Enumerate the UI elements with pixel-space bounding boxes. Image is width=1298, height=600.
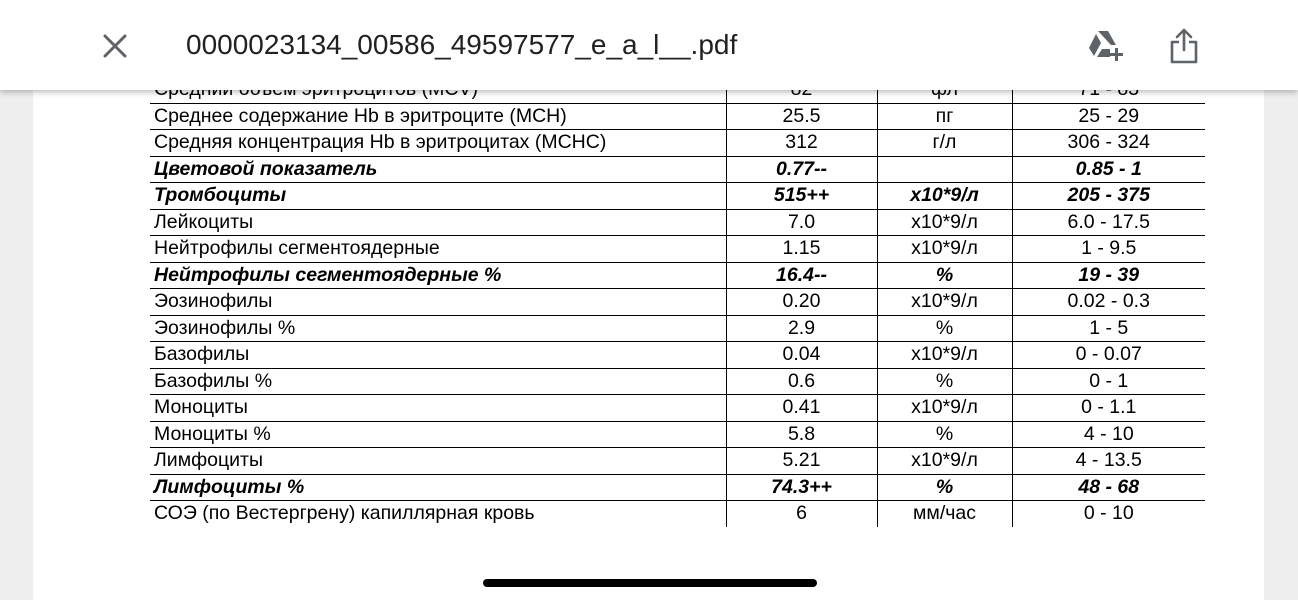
reference-range-cell: 1 - 5 (1012, 315, 1205, 342)
test-name-cell: Эозинофилы (150, 289, 726, 316)
reference-range-cell: 4 - 10 (1012, 421, 1205, 448)
test-name-cell: Базофилы % (150, 368, 726, 395)
table-row (150, 262, 1205, 289)
reference-range-cell: 1 - 9.5 (1012, 236, 1205, 263)
home-indicator[interactable] (483, 579, 817, 587)
reference-range-cell: 25 - 29 (1012, 103, 1205, 130)
table-row (150, 183, 1205, 210)
test-name-cell: Лимфоциты (150, 448, 726, 475)
test-name-cell: Цветовой показатель (150, 156, 726, 183)
table-row (150, 209, 1205, 236)
add-to-drive-button[interactable] (1086, 26, 1126, 66)
unit-cell: x10*9/л (877, 209, 1012, 236)
table-row (150, 368, 1205, 395)
close-button[interactable] (96, 27, 134, 65)
test-name-cell: Среднее содержание Hb в эритроците (MCH) (150, 103, 726, 130)
table-row (150, 289, 1205, 316)
table-row (150, 501, 1205, 527)
reference-range-cell: 0 - 1.1 (1012, 395, 1205, 422)
test-name-cell: Базофилы (150, 342, 726, 369)
test-name-cell: Моноциты (150, 395, 726, 422)
unit-cell: г/л (877, 130, 1012, 157)
reference-range-cell: 0 - 0.07 (1012, 342, 1205, 369)
result-value-cell: 16.4-- (726, 262, 877, 289)
reference-range-cell: 0 - 1 (1012, 368, 1205, 395)
reference-range-cell: 0 - 10 (1012, 501, 1205, 527)
unit-cell: x10*9/л (877, 236, 1012, 263)
reference-range-cell: 48 - 68 (1012, 474, 1205, 501)
test-name-cell: Нейтрофилы сегментоядерные (150, 236, 726, 263)
unit-cell: % (877, 368, 1012, 395)
result-value-cell: 1.15 (726, 236, 877, 263)
unit-cell: x10*9/л (877, 342, 1012, 369)
result-value-cell: 2.9 (726, 315, 877, 342)
unit-cell: x10*9/л (877, 395, 1012, 422)
result-value-cell: 0.20 (726, 289, 877, 316)
test-name-cell: Нейтрофилы сегментоядерные % (150, 262, 726, 289)
result-value-cell: 312 (726, 130, 877, 157)
result-value-cell: 5.8 (726, 421, 877, 448)
result-value-cell: 0.77-- (726, 156, 877, 183)
unit-cell: % (877, 262, 1012, 289)
add-to-drive-icon (1087, 29, 1125, 63)
unit-cell: % (877, 421, 1012, 448)
test-name-cell: Средняя концентрация Hb в эритроцитах (MCHC) (150, 130, 726, 157)
test-name-cell: Тромбоциты (150, 183, 726, 210)
result-value-cell: 7.0 (726, 209, 877, 236)
table-row (150, 236, 1205, 263)
unit-cell: % (877, 474, 1012, 501)
unit-cell: пг (877, 103, 1012, 130)
file-name-title: 0000023134_00586_49597577_e_a_l__.pdf (186, 29, 738, 60)
reference-range-cell: 19 - 39 (1012, 262, 1205, 289)
test-name-cell: СОЭ (по Вестергрену) капиллярная кровь (154, 502, 535, 525)
share-icon (1169, 27, 1199, 65)
reference-range-cell: 205 - 375 (1012, 183, 1205, 210)
table-row (150, 315, 1205, 342)
unit-cell (877, 156, 1012, 183)
reference-range-cell: 4 - 13.5 (1012, 448, 1205, 475)
table-row (150, 156, 1205, 183)
unit-cell: x10*9/л (877, 289, 1012, 316)
test-name-cell: Моноциты % (150, 421, 726, 448)
results-table (150, 77, 1205, 527)
unit-cell: x10*9/л (877, 448, 1012, 475)
result-value-cell: 0.41 (726, 395, 877, 422)
test-name-cell: Эозинофилы % (150, 315, 726, 342)
reference-range-cell: 0.85 - 1 (1012, 156, 1205, 183)
result-value-cell: 515++ (726, 183, 877, 210)
result-value-cell: 0.6 (726, 368, 877, 395)
table-row (150, 342, 1205, 369)
share-button[interactable] (1164, 24, 1204, 68)
result-value-cell: 25.5 (726, 103, 877, 130)
test-name-cell: Лейкоциты (150, 209, 726, 236)
result-value-cell: 6 (726, 501, 877, 527)
results-table-body (150, 77, 1205, 527)
table-row (150, 474, 1205, 501)
reference-range-cell: 0.02 - 0.3 (1012, 289, 1205, 316)
close-icon (102, 33, 128, 59)
result-value-cell: 74.3++ (726, 474, 877, 501)
table-row (150, 130, 1205, 157)
reference-range-cell: 306 - 324 (1012, 130, 1205, 157)
unit-cell: % (877, 315, 1012, 342)
table-row (150, 448, 1205, 475)
unit-cell: x10*9/л (877, 183, 1012, 210)
table-row (150, 103, 1205, 130)
reference-range-cell: 6.0 - 17.5 (1012, 209, 1205, 236)
top-app-bar (0, 0, 1298, 90)
result-value-cell: 5.21 (726, 448, 877, 475)
table-row (150, 421, 1205, 448)
result-value-cell: 0.04 (726, 342, 877, 369)
test-name-cell: Лимфоциты % (150, 474, 726, 501)
table-row (150, 395, 1205, 422)
unit-cell: мм/час (877, 501, 1012, 527)
